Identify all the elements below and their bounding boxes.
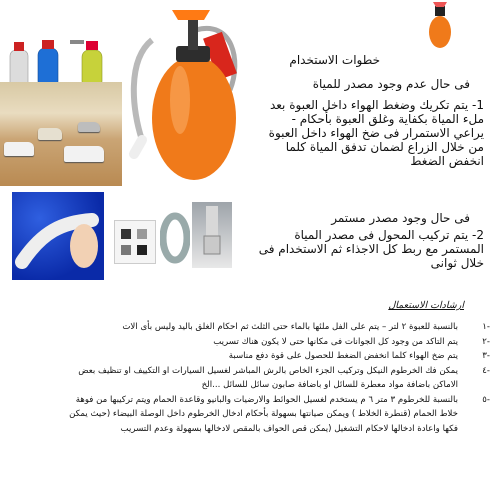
faucet-adapter-photo [192, 202, 232, 268]
yellow-bottle [70, 40, 102, 88]
list-item: -٢ يتم التاكد من وجود كل الجوانات فى مكانها حتى لا يكون هناك تسريب [213, 336, 490, 347]
instructions-list [14, 320, 490, 436]
desert-cars-photo [0, 82, 122, 186]
case1-text: 1- يتم تكريك وضغط الهواء داخل العبوة بعد ملء المياة بكفاية وغلق العبوة بأحكام - يراعي الاستمرار فى ضخ الهواء داخل العبوة من خلال الزراع لضمان تدفق المياة كلما انخفض الضغط [268, 98, 484, 168]
instructions-title: ارشادات الاستعمال [388, 300, 464, 311]
pressure-sprayer-image [122, 0, 252, 190]
blue-bottle [38, 40, 58, 88]
list-item: -٤ يمكن فك الخرطوم النيكل وتركيب الجزء الخاص بالرش المباشر لغسيل السيارات او التكييف او تنظيف بعض [78, 365, 490, 376]
list-item: فكها واعادة ادخالها لاحكام التشغيل (يمكن قص الحواف بالمقص لادخالها بسهولة وعدم التسريب [120, 423, 458, 434]
list-item: -٣ يتم ضخ الهواء كلما انخفض الضغط للحصول على قوة دفع مناسبة [228, 351, 490, 361]
list-item: خلاط الحمام (قنطرة الخلاط ) ويمكن صيانتها بسهولة بأحكام ادخال الخرطوم داخل الوصلة البيضاء (حيث يمكن [69, 409, 458, 419]
list-item: الاماكن باضافة مواد معطرة للسائل او باضافة صابون سائل للسائل ...الخ [201, 380, 458, 390]
case2-title: فى حال وجود مصدر مستمر [331, 211, 470, 225]
hand-sprayer-photo [12, 192, 104, 280]
list-item: -١ بالنسبة للعبوة ٢ لتر – يتم على الفل ملئها بالماء حتى الثلث ثم احكام الغلق باليد وليس بأى الات [122, 322, 490, 332]
list-item: -٥ بالنسبة للخرطوم ٣ متر ٦ م يستخدم لغسيل الحوائط والارضيات والبانيو وقاعدة الحمام ويتم تركيبها من فوهة [75, 394, 490, 405]
case1-title: فى حال عدم وجود مصدر للمياة [312, 77, 470, 91]
hose-ring-image [160, 212, 190, 264]
steps-heading: خطوات الاستخدام [289, 53, 380, 67]
orange-bottle-image [424, 0, 456, 50]
adapter-parts-photo [114, 220, 156, 264]
case2-text: 2- يتم تركيب المحول فى مصدر المياة المستمر مع ربط كل الاجذاء ثم الاستخدام فى خلال ثوانى [258, 228, 484, 270]
